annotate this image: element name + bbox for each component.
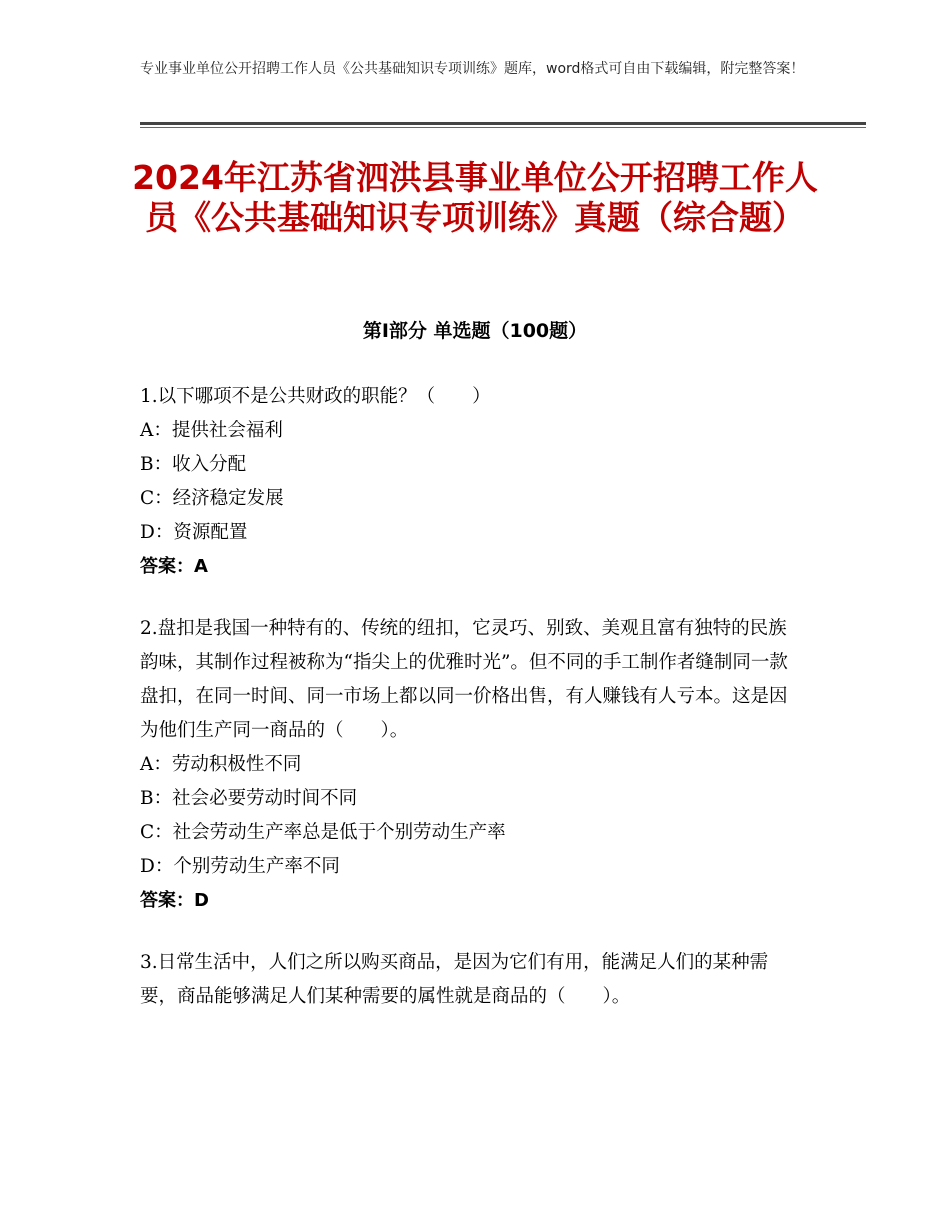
header-rule-thick: [140, 122, 866, 125]
option-a: A：劳动积极性不同: [140, 754, 302, 775]
section-title: 第Ⅰ部分 单选题（100题）: [362, 320, 588, 342]
question-2: [140, 612, 800, 918]
option-c: C：社会劳动生产率总是低于个别劳动生产率: [140, 822, 506, 843]
document-title: 2024年江苏省泗洪县事业单位公开招聘工作人员《公共基础知识专项训练》真题（综合题）: [132, 158, 818, 237]
header-rule-thin: [140, 127, 866, 128]
option-d: D：资源配置: [140, 522, 248, 543]
option-b: B：收入分配: [140, 454, 247, 475]
question-stem: 1.以下哪项不是公共财政的职能？（ ）: [140, 386, 491, 407]
answer-line: 答案：D: [140, 890, 209, 911]
option-d: D：个别劳动生产率不同: [140, 856, 340, 877]
question-stem: 2.盘扣是我国一种特有的、传统的纽扣，它灵巧、别致、美观且富有独特的民族韵味，其制作过程被称为“指尖上的优雅时光”。但不同的手工制作者缝制同一款盘扣，在同一时间、同一市场上都以同一价格出售，有人赚钱有人亏本。这是因为他们生产同一商品的（ ）。: [140, 618, 788, 741]
option-b: B：社会必要劳动时间不同: [140, 788, 358, 809]
question-3: [140, 946, 800, 1014]
question-1: [140, 380, 800, 584]
header-note: 专业事业单位公开招聘工作人员《公共基础知识专项训练》题库，word格式可自由下载编辑，附完整答案！: [140, 61, 805, 77]
option-c: C：经济稳定发展: [140, 488, 284, 509]
question-list: [140, 380, 800, 1042]
question-stem: 3.日常生活中，人们之所以购买商品，是因为它们有用，能满足人们的某种需要，商品能够满足人们某种需要的属性就是商品的（ ）。: [140, 952, 769, 1007]
answer-line: 答案：A: [140, 556, 208, 577]
option-a: A：提供社会福利: [140, 420, 283, 441]
